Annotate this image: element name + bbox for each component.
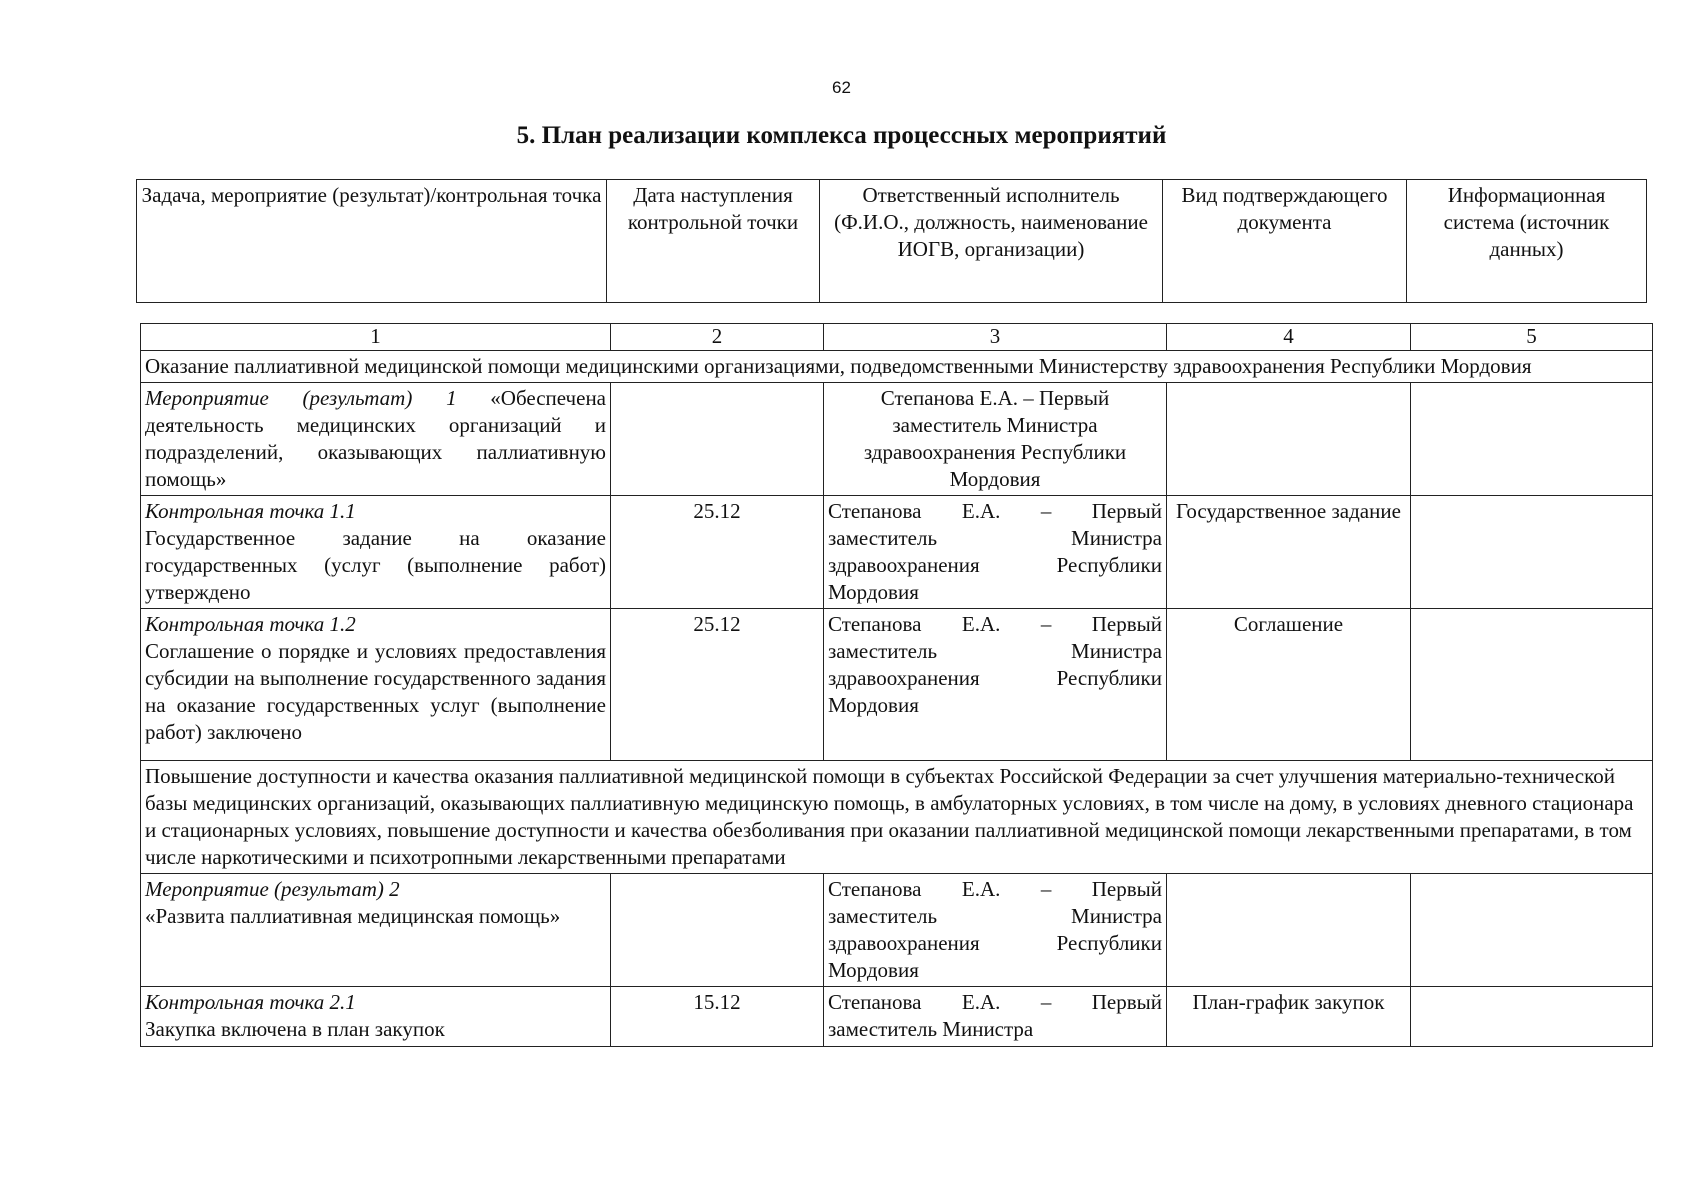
task-label: Мероприятие (результат) 2 — [145, 877, 400, 901]
header-document: Вид подтверждающего документа — [1163, 180, 1407, 303]
section-row — [141, 761, 1653, 874]
task-text: Соглашение о порядке и условиях предоставления субсидии на выполнение государственного задания на оказание государственных услуг (выполнение работ) заключено — [145, 639, 606, 744]
task-text: Закупка включена в план закупок — [145, 1017, 445, 1041]
responsible-cell: Степанова Е.А. – Первый заместитель Министра здравоохранения Республики Мордовия — [824, 383, 1167, 496]
header-table — [136, 179, 1647, 303]
column-number: 4 — [1167, 324, 1411, 351]
task-label: Контрольная точка 1.1 — [145, 499, 356, 523]
header-task: Задача, мероприятие (результат)/контрольная точка — [137, 180, 607, 303]
task-cell — [141, 383, 611, 496]
task-cell — [141, 874, 611, 987]
date-cell — [611, 383, 824, 496]
section-row — [141, 351, 1653, 383]
system-cell — [1411, 987, 1653, 1047]
document-cell: Государственное задание — [1167, 496, 1411, 609]
column-number: 3 — [824, 324, 1167, 351]
task-label: Мероприятие (результат) 1 — [145, 386, 457, 410]
column-numbers-row — [141, 324, 1653, 351]
plan-table — [140, 323, 1653, 1047]
header-responsible: Ответственный исполнитель (Ф.И.О., должность, наименование ИОГВ, организации) — [820, 180, 1163, 303]
table-row — [141, 987, 1653, 1047]
date-cell: 25.12 — [611, 496, 824, 609]
task-label: Контрольная точка 2.1 — [145, 990, 356, 1014]
document-cell — [1167, 874, 1411, 987]
system-cell — [1411, 383, 1653, 496]
document-cell: Соглашение — [1167, 609, 1411, 761]
document-cell — [1167, 383, 1411, 496]
task-text: Государственное задание на оказание государственных (услуг (выполнение работ) утверждено — [145, 526, 606, 604]
table-row — [141, 383, 1653, 496]
system-cell — [1411, 496, 1653, 609]
task-cell — [141, 987, 611, 1047]
task-text: «Развита паллиативная медицинская помощь» — [145, 904, 561, 928]
table-row — [141, 609, 1653, 761]
table-row — [141, 496, 1653, 609]
page-title: 5. План реализации комплекса процессных мероприятий — [516, 122, 1167, 149]
table-row — [141, 874, 1653, 987]
responsible-cell: Степанова Е.А. – Первый заместитель Министра здравоохранения Республики Мордовия — [824, 496, 1167, 609]
responsible-cell: Степанова Е.А. – Первый заместитель Министра здравоохранения Республики Мордовия — [824, 874, 1167, 987]
task-label: Контрольная точка 1.2 — [145, 612, 356, 636]
task-cell — [141, 609, 611, 761]
task-text: «Обеспечена деятельность медицинских организаций и подразделений, оказывающих паллиативную помощь» — [145, 386, 606, 491]
section-title: Повышение доступности и качества оказания паллиативной медицинской помощи в субъектах Российской Федерации за счет улучшения материально-технической базы медицинских организаций, оказывающих паллиативную медицинскую помощь, в амбулаторных условиях, в том числе на дому, в условиях дневного стационара и стационарных условиях, повышение доступности и качества обезболивания при оказании паллиативной медицинской помощи лекарственными препаратами, в том числе наркотическими и психотропными лекарственными препаратами — [141, 761, 1653, 874]
date-cell: 25.12 — [611, 609, 824, 761]
system-cell — [1411, 609, 1653, 761]
task-cell — [141, 496, 611, 609]
responsible-cell: Степанова Е.А. – Первый заместитель Министра здравоохранения Республики Мордовия — [824, 609, 1167, 761]
responsible-cell: Степанова Е.А. – Первый заместитель Министра — [824, 987, 1167, 1047]
header-system: Информационная система (источник данных) — [1407, 180, 1647, 303]
document-cell: План-график закупок — [1167, 987, 1411, 1047]
header-date: Дата наступления контрольной точки — [607, 180, 820, 303]
date-cell — [611, 874, 824, 987]
date-cell: 15.12 — [611, 987, 824, 1047]
page-number: 62 — [832, 78, 851, 97]
column-number: 1 — [141, 324, 611, 351]
column-number: 5 — [1411, 324, 1653, 351]
system-cell — [1411, 874, 1653, 987]
section-title: Оказание паллиативной медицинской помощи медицинскими организациями, подведомственными Министерству здравоохранения Республики Мордовия — [141, 351, 1653, 383]
column-number: 2 — [611, 324, 824, 351]
